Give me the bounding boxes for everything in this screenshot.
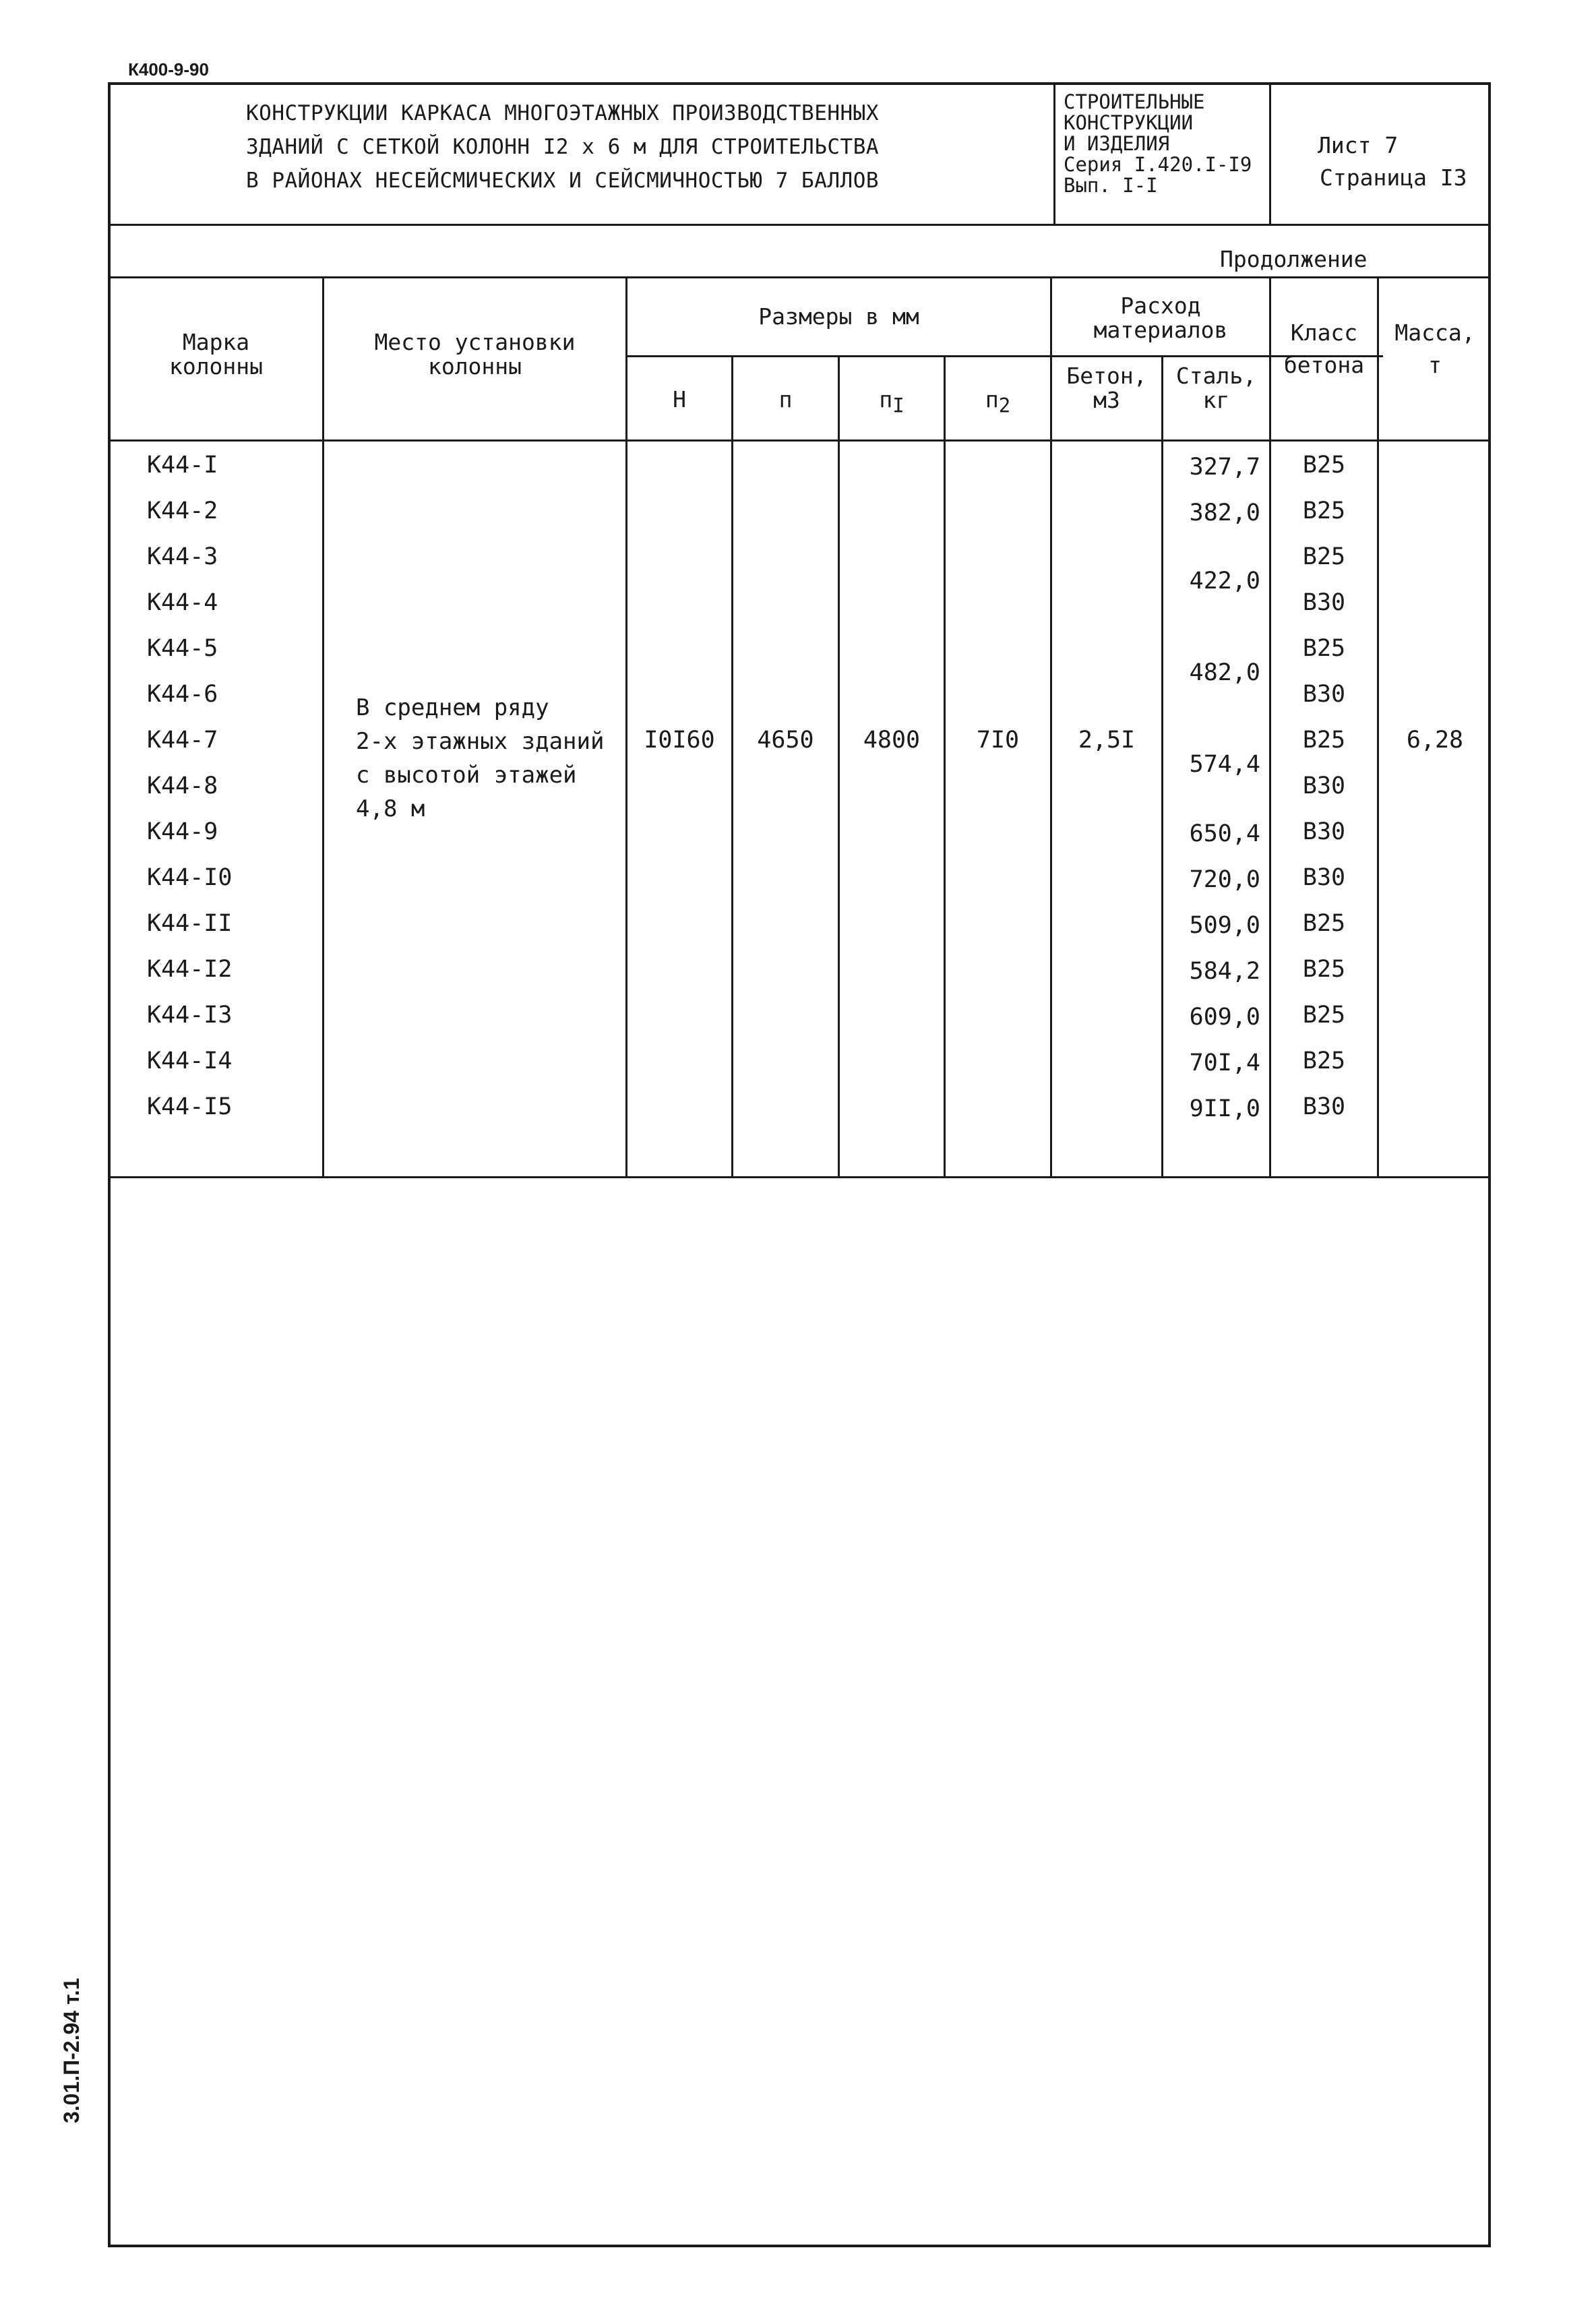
header-klass-line: бетона [1283,352,1365,378]
steel-value: 422,0 [1189,568,1260,595]
document-code: К400-9-90 [128,59,209,80]
column-mark: К44-I2 [147,956,233,983]
concrete-class: В25 [1302,543,1346,570]
title-line: ЗДАНИЙ С СЕТКОЙ КОЛОНН I2 х 6 м ДЛЯ СТРОИТЕЛЬСТВА [246,135,880,159]
header-n2 [946,388,1050,418]
header-n2-letter: п [985,386,999,413]
column-mark: К44-II [147,910,233,937]
header-marka-line: колонны [168,353,264,379]
n1-value: 4800 [863,727,921,754]
steel-value: 482,0 [1189,659,1260,686]
n2-value: 7I0 [976,727,1020,754]
steel-column [1163,452,1260,1139]
location-line: В среднем ряду [356,694,549,721]
side-document-code: 3.01.П-2.94 т.1 [59,1978,84,2123]
concrete-class: В25 [1302,635,1346,662]
concrete-class: В25 [1302,727,1346,754]
concrete-class: В25 [1302,956,1346,983]
concrete-class: В30 [1302,681,1346,708]
header-massa [1379,317,1491,382]
col-divider-H [731,355,733,1176]
marks-column [147,452,232,1139]
header-n1 [840,388,944,418]
header-n2-subscript: 2 [998,394,1011,417]
concrete-volume-value: 2,5I [1078,727,1136,754]
header-raskhod-line: материалов [1093,317,1228,343]
location-line: 2-х этажных зданий [356,728,605,755]
title-divider-1 [1053,82,1055,224]
steel-value: 650,4 [1189,820,1260,847]
column-mark: К44-7 [147,727,218,754]
header-mesto [324,330,625,379]
steel-value: 509,0 [1189,912,1260,939]
header-razmery: Размеры в мм [758,303,919,330]
header-marka-line: Марка [182,329,250,355]
sheet-number: Лист 7 [1318,132,1399,158]
header-massa-line: т [1428,352,1442,378]
header-raskhod [1052,294,1269,342]
col-divider-n1 [944,355,946,1176]
column-mark: К44-9 [147,818,218,845]
title-line: В РАЙОНАХ НЕСЕЙСМИЧЕСКИХ И СЕЙСМИЧНОСТЬЮ 7 БАЛЛОВ [246,169,880,193]
series-line: Вып. I-I [1064,174,1158,197]
column-mark: К44-5 [147,635,218,662]
column-mark: К44-6 [147,681,218,708]
concrete-class: В25 [1302,1002,1346,1029]
concrete-class: В30 [1302,1093,1346,1120]
column-mark: К44-3 [147,543,218,570]
column-mark: К44-I [147,452,218,479]
steel-value: 609,0 [1189,1004,1260,1031]
header-stal-line: кг [1202,387,1230,413]
series-info [1064,92,1252,196]
steel-value: 720,0 [1189,866,1260,893]
header-mesto-line: колонны [427,353,522,379]
series-line: КОНСТРУКЦИИ [1064,111,1194,134]
page-number: Страница I3 [1320,164,1467,191]
header-mesto-line: Место установки [374,329,576,355]
column-mark: К44-I4 [147,1047,233,1074]
header-bottom-rule [108,224,1491,226]
header-beton-line: Бетон, [1066,363,1147,389]
column-mark: К44-I3 [147,1002,233,1029]
steel-value: 382,0 [1189,499,1260,526]
location-text [356,694,604,829]
steel-value: 9II,0 [1189,1095,1260,1122]
steel-value: 70I,4 [1189,1049,1260,1076]
header-beton-line: м3 [1093,387,1120,413]
column-mark: К44-2 [147,497,218,524]
concrete-class: В25 [1302,910,1346,937]
header-H: Н [673,386,686,413]
concrete-class: В30 [1302,864,1346,891]
column-mark: К44-8 [147,772,218,799]
height-H-value: I0I60 [644,727,715,754]
series-line: СТРОИТЕЛЬНЫЕ [1064,90,1205,113]
series-line: И ИЗДЕЛИЯ [1064,132,1170,155]
continuation-label: Продолжение [1220,246,1368,272]
col-divider-marka [322,276,324,1176]
title-divider-2 [1269,82,1271,224]
header-stal-line: Сталь, [1175,363,1257,389]
header-klass [1271,317,1377,382]
concrete-class: В25 [1302,452,1346,479]
column-mark: К44-I5 [147,1093,233,1120]
steel-value: 574,4 [1189,751,1260,778]
steel-value: 327,7 [1189,454,1260,481]
location-line: с высотой этажей [356,762,577,789]
class-column [1271,452,1377,1139]
header-stal [1163,364,1269,413]
column-mark: К44-I0 [147,864,233,891]
location-line: 4,8 м [356,795,425,822]
n-value: 4650 [757,727,814,754]
header-marka [110,330,322,379]
series-line: Серия I.420.I-I9 [1064,153,1252,176]
header-n1-letter: п [879,386,893,413]
header-massa-line: Масса, [1394,320,1475,346]
header-beton [1052,364,1161,413]
header-klass-line: Класс [1290,320,1358,346]
concrete-class: В30 [1302,818,1346,845]
col-divider-n [838,355,840,1176]
mass-value: 6,28 [1406,727,1464,754]
column-mark: К44-4 [147,589,218,616]
document-title [246,101,879,202]
header-row-rule [108,439,1491,442]
table-top-rule [108,276,1491,278]
concrete-class: В30 [1302,772,1346,799]
steel-value: 584,2 [1189,958,1260,985]
table-bottom-rule [108,1176,1491,1178]
title-line: КОНСТРУКЦИИ КАРКАСА МНОГОЭТАЖНЫХ ПРОИЗВОДСТВЕННЫХ [246,101,880,125]
header-raskhod-line: Расход [1120,293,1201,319]
concrete-class: В25 [1302,497,1346,524]
header-n: п [778,386,793,413]
concrete-class: В30 [1302,589,1346,616]
header-n1-subscript: I [892,394,904,417]
concrete-class: В25 [1302,1047,1346,1074]
